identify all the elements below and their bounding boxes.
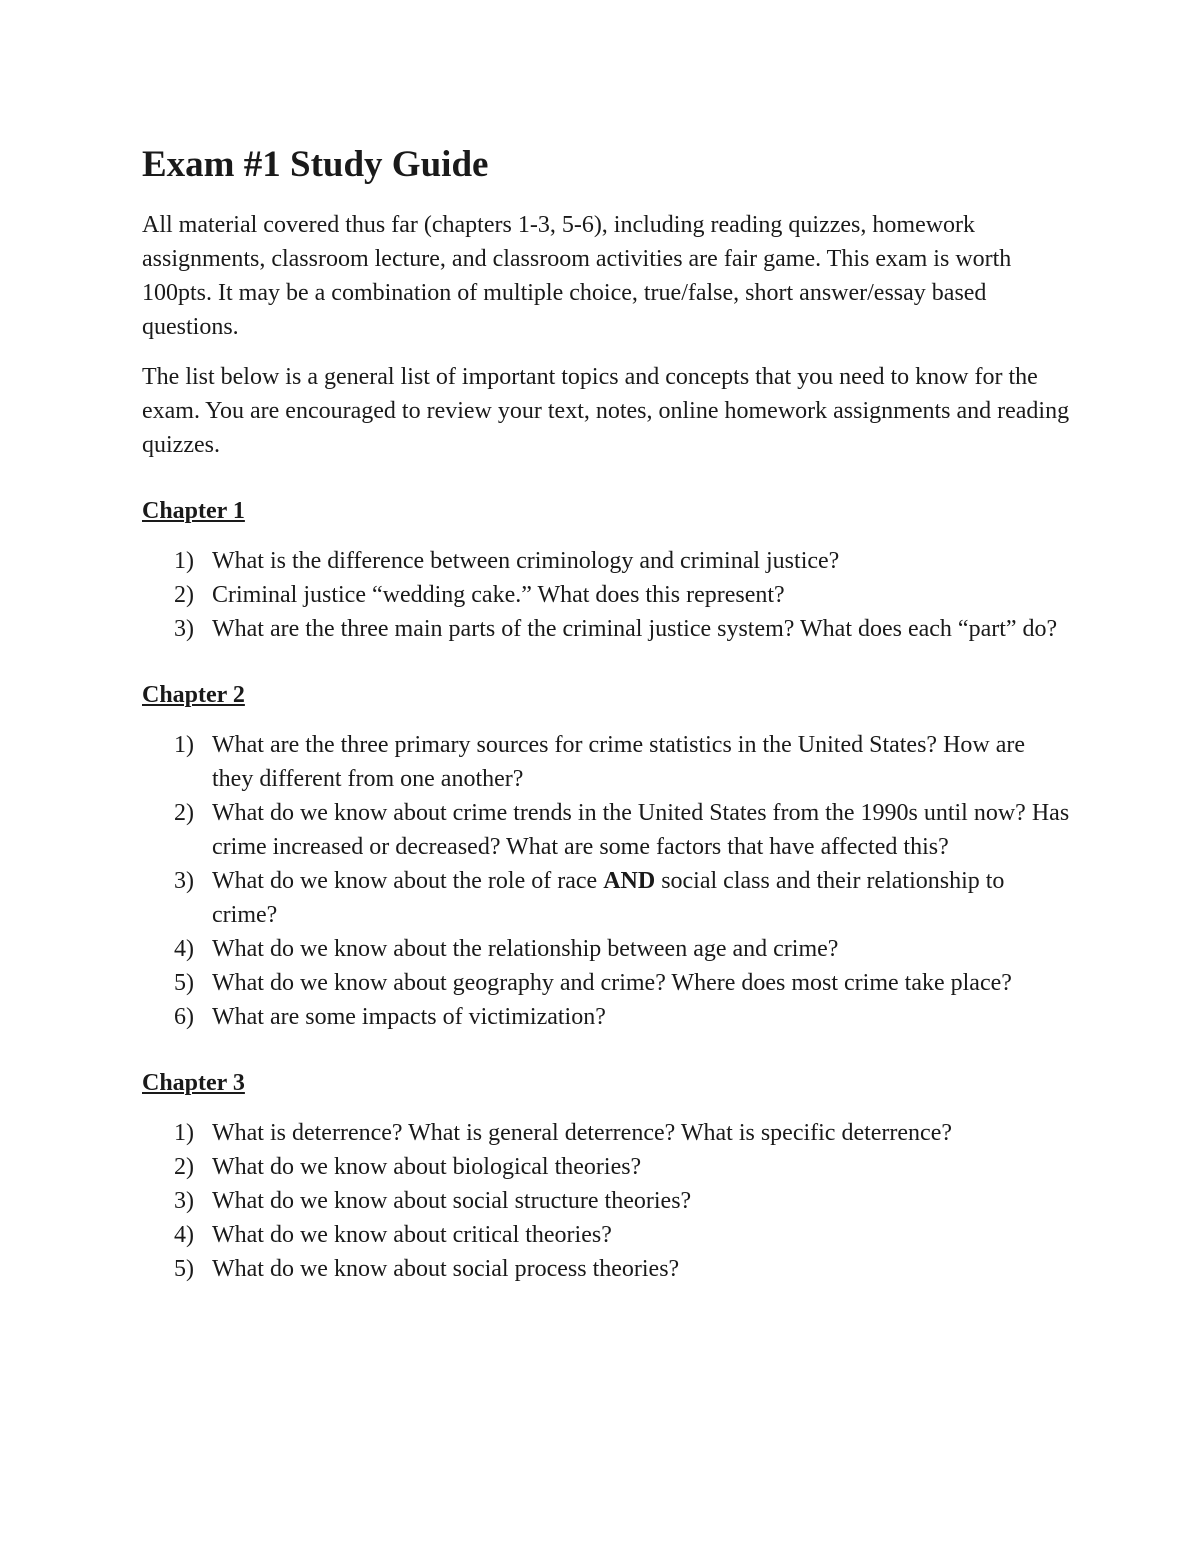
list-item [142, 1000, 1072, 1034]
question-text [212, 868, 1004, 928]
question-number: 3) [174, 616, 194, 642]
list-item [142, 1252, 1072, 1286]
study-guide-page [142, 140, 1072, 1286]
question-text: What do we know about geography and crime? Where does most crime take place? [212, 970, 1012, 996]
list-item [142, 932, 1072, 966]
question-text-part: social class and their relationship to crime? [212, 868, 1005, 928]
question-number: 3) [174, 1188, 194, 1214]
question-text: What is the difference between criminology and criminal justice? [212, 548, 840, 574]
question-text: What are the three main parts of the criminal justice system? What does each “part” do? [212, 616, 1058, 642]
list-item [142, 728, 1072, 796]
question-text: What are the three primary sources for crime statistics in the United States? How are they different from one another? [212, 732, 1026, 792]
question-number: 1) [174, 548, 194, 574]
question-number: 1) [174, 1120, 194, 1146]
list-item [142, 578, 1072, 612]
question-text: What are some impacts of victimization? [212, 1004, 606, 1030]
question-number: 5) [174, 1256, 194, 1282]
chapter-2-heading: Chapter 2 [142, 682, 245, 708]
question-number: 2) [174, 800, 194, 826]
question-number: 3) [174, 868, 194, 894]
question-text: What do we know about critical theories? [212, 1222, 612, 1248]
list-item [142, 1218, 1072, 1252]
question-number: 1) [174, 732, 194, 758]
list-item [142, 966, 1072, 1000]
emphasis-text: AND [603, 868, 656, 894]
question-text: What is deterrence? What is general deterrence? What is specific deterrence? [212, 1120, 953, 1146]
chapter-2-questions [142, 728, 1072, 1034]
question-text: What do we know about social structure theories? [212, 1188, 692, 1214]
question-number: 5) [174, 970, 194, 996]
question-number: 4) [174, 936, 194, 962]
list-paragraph: The list below is a general list of important topics and concepts that you need to know for the exam. You are encouraged to review your text, notes, online homework assignments and reading quizzes. [142, 364, 1070, 458]
list-item [142, 1184, 1072, 1218]
list-item [142, 1116, 1072, 1150]
list-item [142, 544, 1072, 578]
question-text: What do we know about biological theories? [212, 1154, 642, 1180]
question-text: What do we know about crime trends in the United States from the 1990s until now? Has crime increased or decreased? What are some factors that have affected this? [212, 800, 1070, 860]
chapter-3-heading: Chapter 3 [142, 1070, 245, 1096]
question-text: What do we know about social process theories? [212, 1256, 680, 1282]
list-item [142, 864, 1072, 932]
list-item [142, 1150, 1072, 1184]
intro-paragraph: All material covered thus far (chapters 1-3, 5-6), including reading quizzes, homework assignments, classroom lecture, and classroom activities are fair game. This exam is worth 100pts. It may be a combination of multiple choice, true/false, short answer/essay based questions. [142, 212, 1012, 340]
list-item [142, 796, 1072, 864]
question-number: 2) [174, 582, 194, 608]
question-text-part: What do we know about the role of race [212, 868, 604, 894]
list-item [142, 612, 1072, 646]
chapter-1-heading: Chapter 1 [142, 498, 245, 524]
page-title: Exam #1 Study Guide [142, 144, 489, 185]
question-text: Criminal justice “wedding cake.” What does this represent? [212, 582, 785, 608]
question-number: 6) [174, 1004, 194, 1030]
question-text: What do we know about the relationship between age and crime? [212, 936, 839, 962]
question-number: 2) [174, 1154, 194, 1180]
chapter-3-questions [142, 1116, 1072, 1286]
chapter-1-questions [142, 544, 1072, 646]
question-number: 4) [174, 1222, 194, 1248]
